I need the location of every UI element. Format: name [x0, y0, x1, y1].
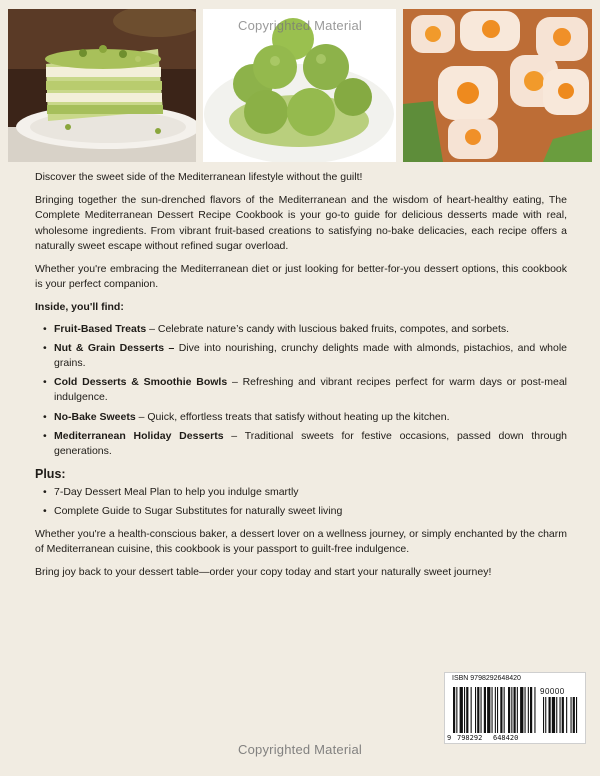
- barcode-bar: [464, 687, 465, 733]
- bullet-icon: •: [43, 376, 47, 389]
- barcode-bar: [487, 687, 490, 733]
- isbn-barcode: [444, 672, 586, 744]
- bullet-icon: •: [43, 410, 47, 423]
- barcode-addon-bar: [576, 697, 577, 733]
- barcode-bar: [453, 687, 455, 733]
- list-item: [35, 504, 567, 519]
- barcode-bar: [528, 687, 529, 733]
- barcode-bar: [492, 687, 493, 733]
- watermark-top: Copyrighted Material: [238, 18, 362, 33]
- list-item: [35, 341, 567, 371]
- call-to-action: Bring joy back to your dessert table—order your copy today and start your naturally sweet journey!: [35, 566, 492, 579]
- list-item-desc: – Refreshing and vibrant recipes perfect for warm days or post-meal indulgence.: [54, 376, 567, 404]
- barcode-bar: [477, 687, 479, 733]
- list-item-title: Mediterranean Holiday Desserts: [54, 429, 224, 442]
- list-item: [35, 429, 567, 459]
- barcode-addon-bar: [571, 697, 572, 733]
- list-item-title: No-Bake Sweets: [54, 410, 136, 423]
- barcode-addon-bar: [543, 697, 544, 733]
- barcode-bar: [500, 687, 502, 733]
- barcode-bar: [481, 687, 482, 733]
- barcode-addon-bar: [552, 697, 555, 733]
- barcode-addon-bar: [562, 697, 564, 733]
- barcode-addon-bar: [573, 697, 575, 733]
- barcode-digit-first: 9: [447, 734, 452, 742]
- barcode-addon-bar: [556, 697, 557, 733]
- list-item: [35, 375, 567, 405]
- plus-item-text: 7-Day Dessert Meal Plan to help you indulge smartly: [54, 486, 299, 499]
- list-item-desc: – Quick, effortless treats that satisfy without heating up the kitchen.: [135, 410, 450, 423]
- barcode-bar: [475, 687, 476, 733]
- barcode-addon-bar: [560, 697, 561, 733]
- barcode-addon-bar: [549, 697, 551, 733]
- barcode-bar: [534, 687, 535, 733]
- tagline: Discover the sweet side of the Mediterranean lifestyle without the guilt!: [35, 171, 363, 183]
- barcode-bars: [451, 687, 579, 735]
- barcode-digits-right: 648420: [493, 734, 519, 742]
- list-item-title: Nut & Grain Desserts –: [54, 341, 175, 354]
- list-item: [35, 485, 567, 500]
- bullet-icon: •: [43, 429, 47, 442]
- barcode-addon-bar: [566, 697, 567, 733]
- barcode-bar: [508, 687, 510, 733]
- intro-paragraph: Bringing together the sun-drenched flavors of the Mediterranean and the wisdom of heart-healthy eating, The Complete Mediterranean Dessert Recipe Cookbook is your go-to guide for delicious desserts made with real, wholesome ingredients. From vibrant fruit-based creations to satisfying no-bake delicacies, each recipe offers a naturally sweet escape without refined sugar overload.: [35, 194, 567, 252]
- inside-heading: Inside, you'll find:: [35, 301, 124, 314]
- list-item-desc: – Traditional sweets for festive occasions, passed down through generations.: [54, 429, 568, 458]
- closing-paragraph: Whether you're a health-conscious baker, a dessert lover on a wellness journey, or simply enchanted by the charm of Mediterranean cuisine, this cookbook is your passport to guilt-free indulgence.: [35, 527, 567, 556]
- plus-item-text: Complete Guide to Sugar Substitutes for naturally sweet living: [54, 504, 343, 517]
- barcode-digits-left: 798292: [457, 734, 483, 742]
- barcode-bar: [504, 687, 505, 733]
- inside-list: [35, 322, 567, 460]
- price-code: 90000: [540, 687, 565, 696]
- barcode-bar: [511, 687, 512, 733]
- list-item-title: Fruit-Based Treats: [54, 322, 147, 335]
- barcode-bar: [514, 687, 516, 733]
- list-item: [35, 410, 567, 425]
- watermark-bottom: Copyrighted Material: [238, 742, 362, 757]
- barcode-bar: [530, 687, 532, 733]
- barcode-bar: [484, 687, 486, 733]
- list-item-desc: Dive into nourishing, crunchy delights made with almonds, pistachios, and whole grains.: [54, 341, 568, 370]
- bullet-icon: •: [43, 341, 47, 354]
- barcode-bar: [471, 687, 472, 733]
- barcode-bar: [520, 687, 523, 733]
- list-item-desc: – Celebrate nature’s candy with luscious baked fruits, compotes, and sorbets.: [146, 322, 510, 335]
- bullet-icon: •: [43, 322, 47, 335]
- plus-heading: Plus:: [35, 467, 66, 482]
- barcode-addon-bar: [545, 697, 546, 733]
- bullet-icon: •: [43, 486, 47, 499]
- barcode-bar: [460, 687, 463, 733]
- barcode-bar: [517, 687, 518, 733]
- list-item-title: Cold Desserts & Smoothie Bowls: [54, 376, 228, 389]
- description-body: [35, 170, 567, 588]
- barcode-bar: [525, 687, 526, 733]
- barcode-bar: [466, 687, 468, 733]
- barcode-bar: [497, 687, 498, 733]
- barcode-bar: [456, 687, 457, 733]
- barcode-bar: [495, 687, 496, 733]
- companion-paragraph: Whether you're embracing the Mediterranean diet or just looking for better-for-you dessert options, this cookbook is your perfect companion.: [35, 263, 567, 291]
- isbn-text: ISBN 9798292648420: [452, 675, 521, 682]
- list-item: [35, 322, 567, 337]
- bullet-icon: •: [43, 504, 47, 517]
- plus-list: [35, 485, 567, 518]
